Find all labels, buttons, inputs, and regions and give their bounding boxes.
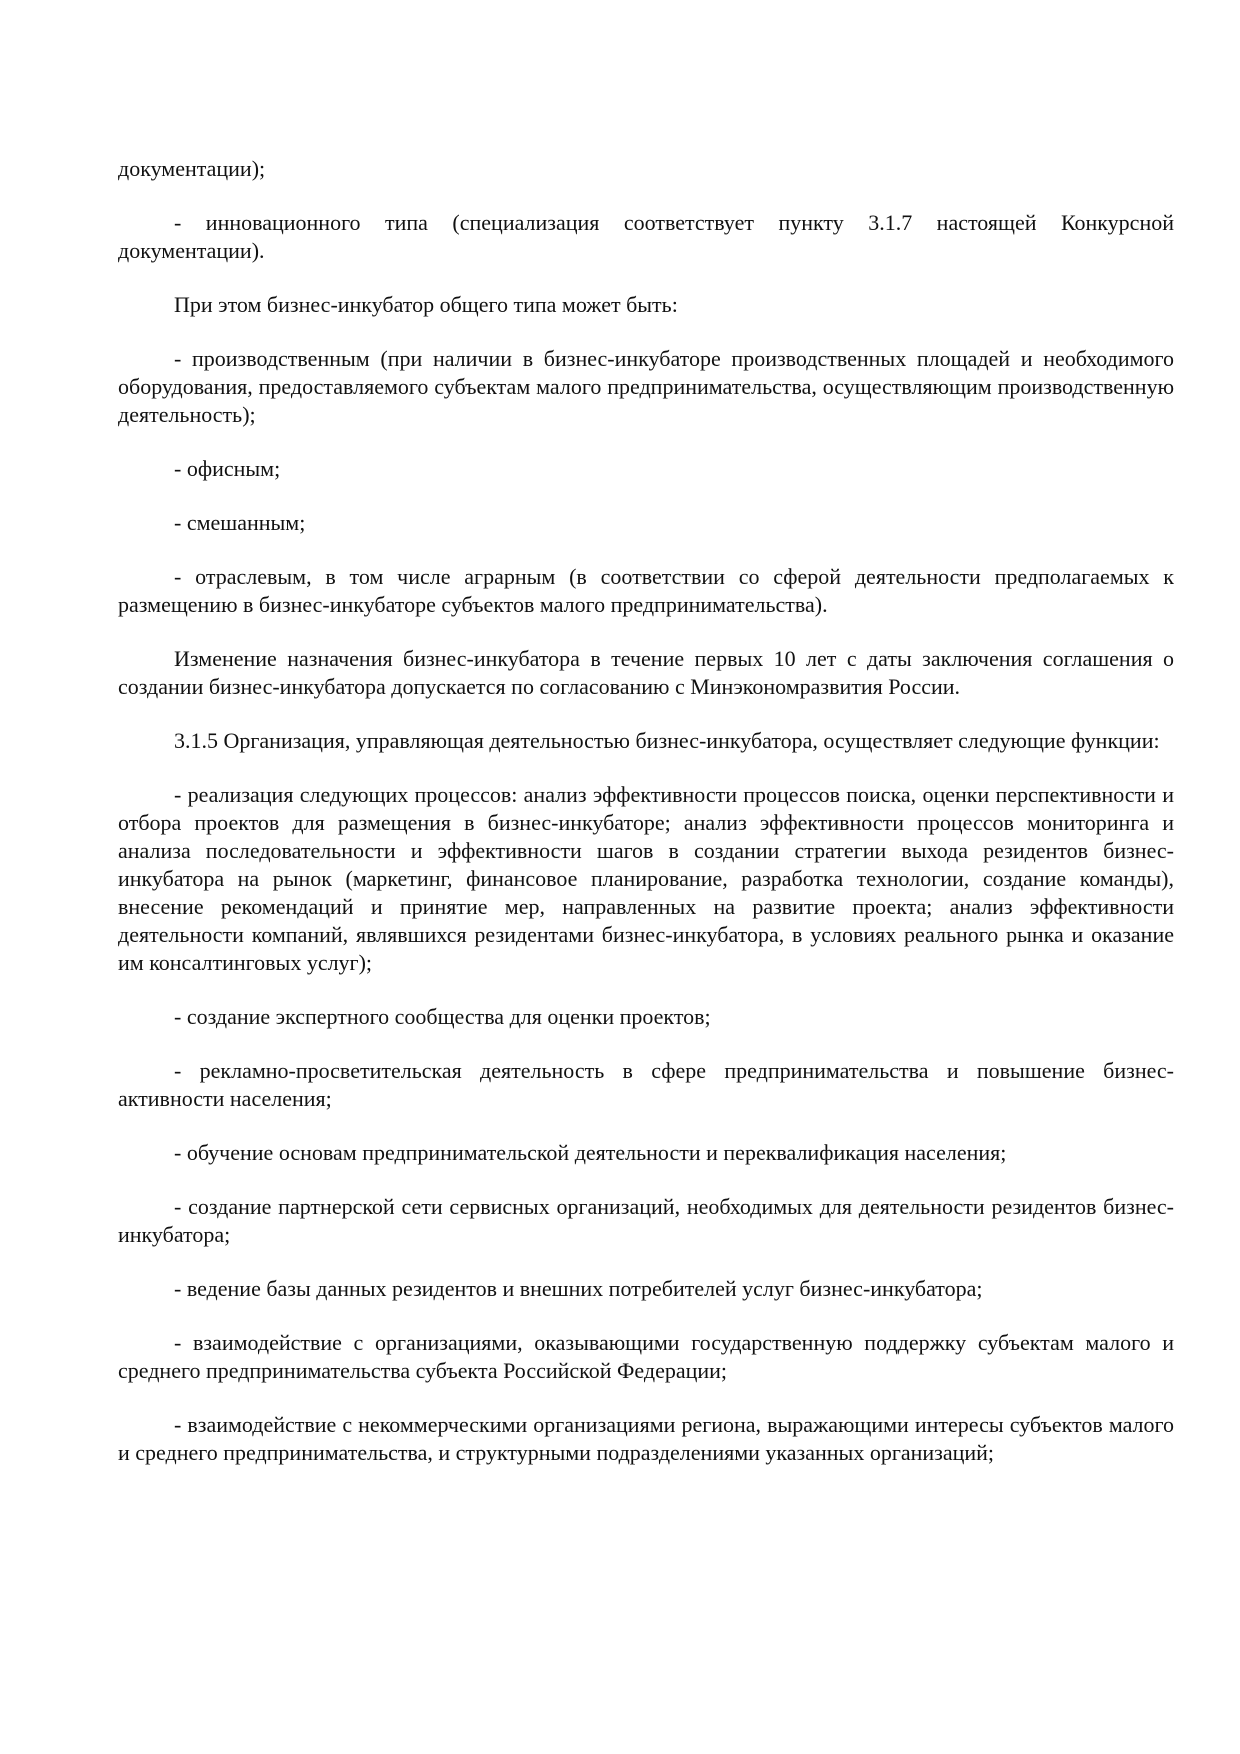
paragraph-nonprofit-interaction: - взаимодействие с некоммерческими организациями региона, выражающими интересы субъектов малого и среднего предпринимательства, и структурными подразделениями указанных организаций; bbox=[118, 1412, 1174, 1465]
paragraph-advertising-activity: - рекламно-просветительская деятельность в сфере предпринимательства и повышение бизнес-активности населения; bbox=[118, 1058, 1174, 1111]
document-body bbox=[118, 155, 1174, 1467]
paragraph-purpose-change: Изменение назначения бизнес-инкубатора в течение первых 10 лет с даты заключения соглашения о создании бизнес-инкубатора допускается по согласованию с Минэкономразвития России. bbox=[118, 646, 1174, 699]
paragraph-sector-type: - отраслевым, в том числе аграрным (в соответствии со сферой деятельности предполагаемых к размещению в бизнес-инкубаторе субъектов малого предпринимательства). bbox=[118, 564, 1174, 617]
paragraph-office-type: - офисным; bbox=[174, 456, 281, 481]
paragraph-expert-community: - создание экспертного сообщества для оценки проектов; bbox=[174, 1004, 711, 1029]
paragraph-innovation-type: - инновационного типа (специализация соответствует пункту 3.1.7 настоящей Конкурсной документации). bbox=[118, 210, 1174, 263]
paragraph-state-support-interaction: - взаимодействие с организациями, оказывающими государственную поддержку субъектам малого и среднего предпринимательства субъекта Российской Федерации; bbox=[118, 1330, 1174, 1383]
paragraph-process-implementation: - реализация следующих процессов: анализ эффективности процессов поиска, оценки перспективности и отбора проектов для размещения в бизнес-инкубаторе; анализ эффективности процессов мониторинга и анализа последовательности и эффективности шагов в создании стратегии выхода резидентов бизнес-инкубатора на рынок (маркетинг, финансовое планирование, разработка технологии, создание команды), внесение рекомендаций и принятие мер, направленных на развитие проекта; анализ эффективности деятельности компаний, являвшихся резидентами бизнес-инкубатора, в условиях реального рынка и оказание им консалтинговых услуг); bbox=[118, 782, 1174, 975]
paragraph-documentation-end: документации); bbox=[118, 156, 266, 181]
paragraph-mixed-type: - смешанным; bbox=[174, 510, 306, 535]
paragraph-database: - ведение базы данных резидентов и внешних потребителей услуг бизнес-инкубатора; bbox=[174, 1276, 983, 1301]
paragraph-general-type-intro: При этом бизнес-инкубатор общего типа может быть: bbox=[174, 292, 678, 317]
paragraph-production-type: - производственным (при наличии в бизнес-инкубаторе производственных площадей и необходимого оборудования, предоставляемого субъектам малого предпринимательства, осуществляющим производственную деятельность); bbox=[118, 346, 1174, 427]
paragraph-section-3-1-5: 3.1.5 Организация, управляющая деятельностью бизнес-инкубатора, осуществляет следующие функции: bbox=[174, 728, 1160, 753]
paragraph-training: - обучение основам предпринимательской деятельности и переквалификация населения; bbox=[174, 1140, 1007, 1165]
paragraph-partner-network: - создание партнерской сети сервисных организаций, необходимых для деятельности резидентов бизнес-инкубатора; bbox=[118, 1194, 1174, 1247]
